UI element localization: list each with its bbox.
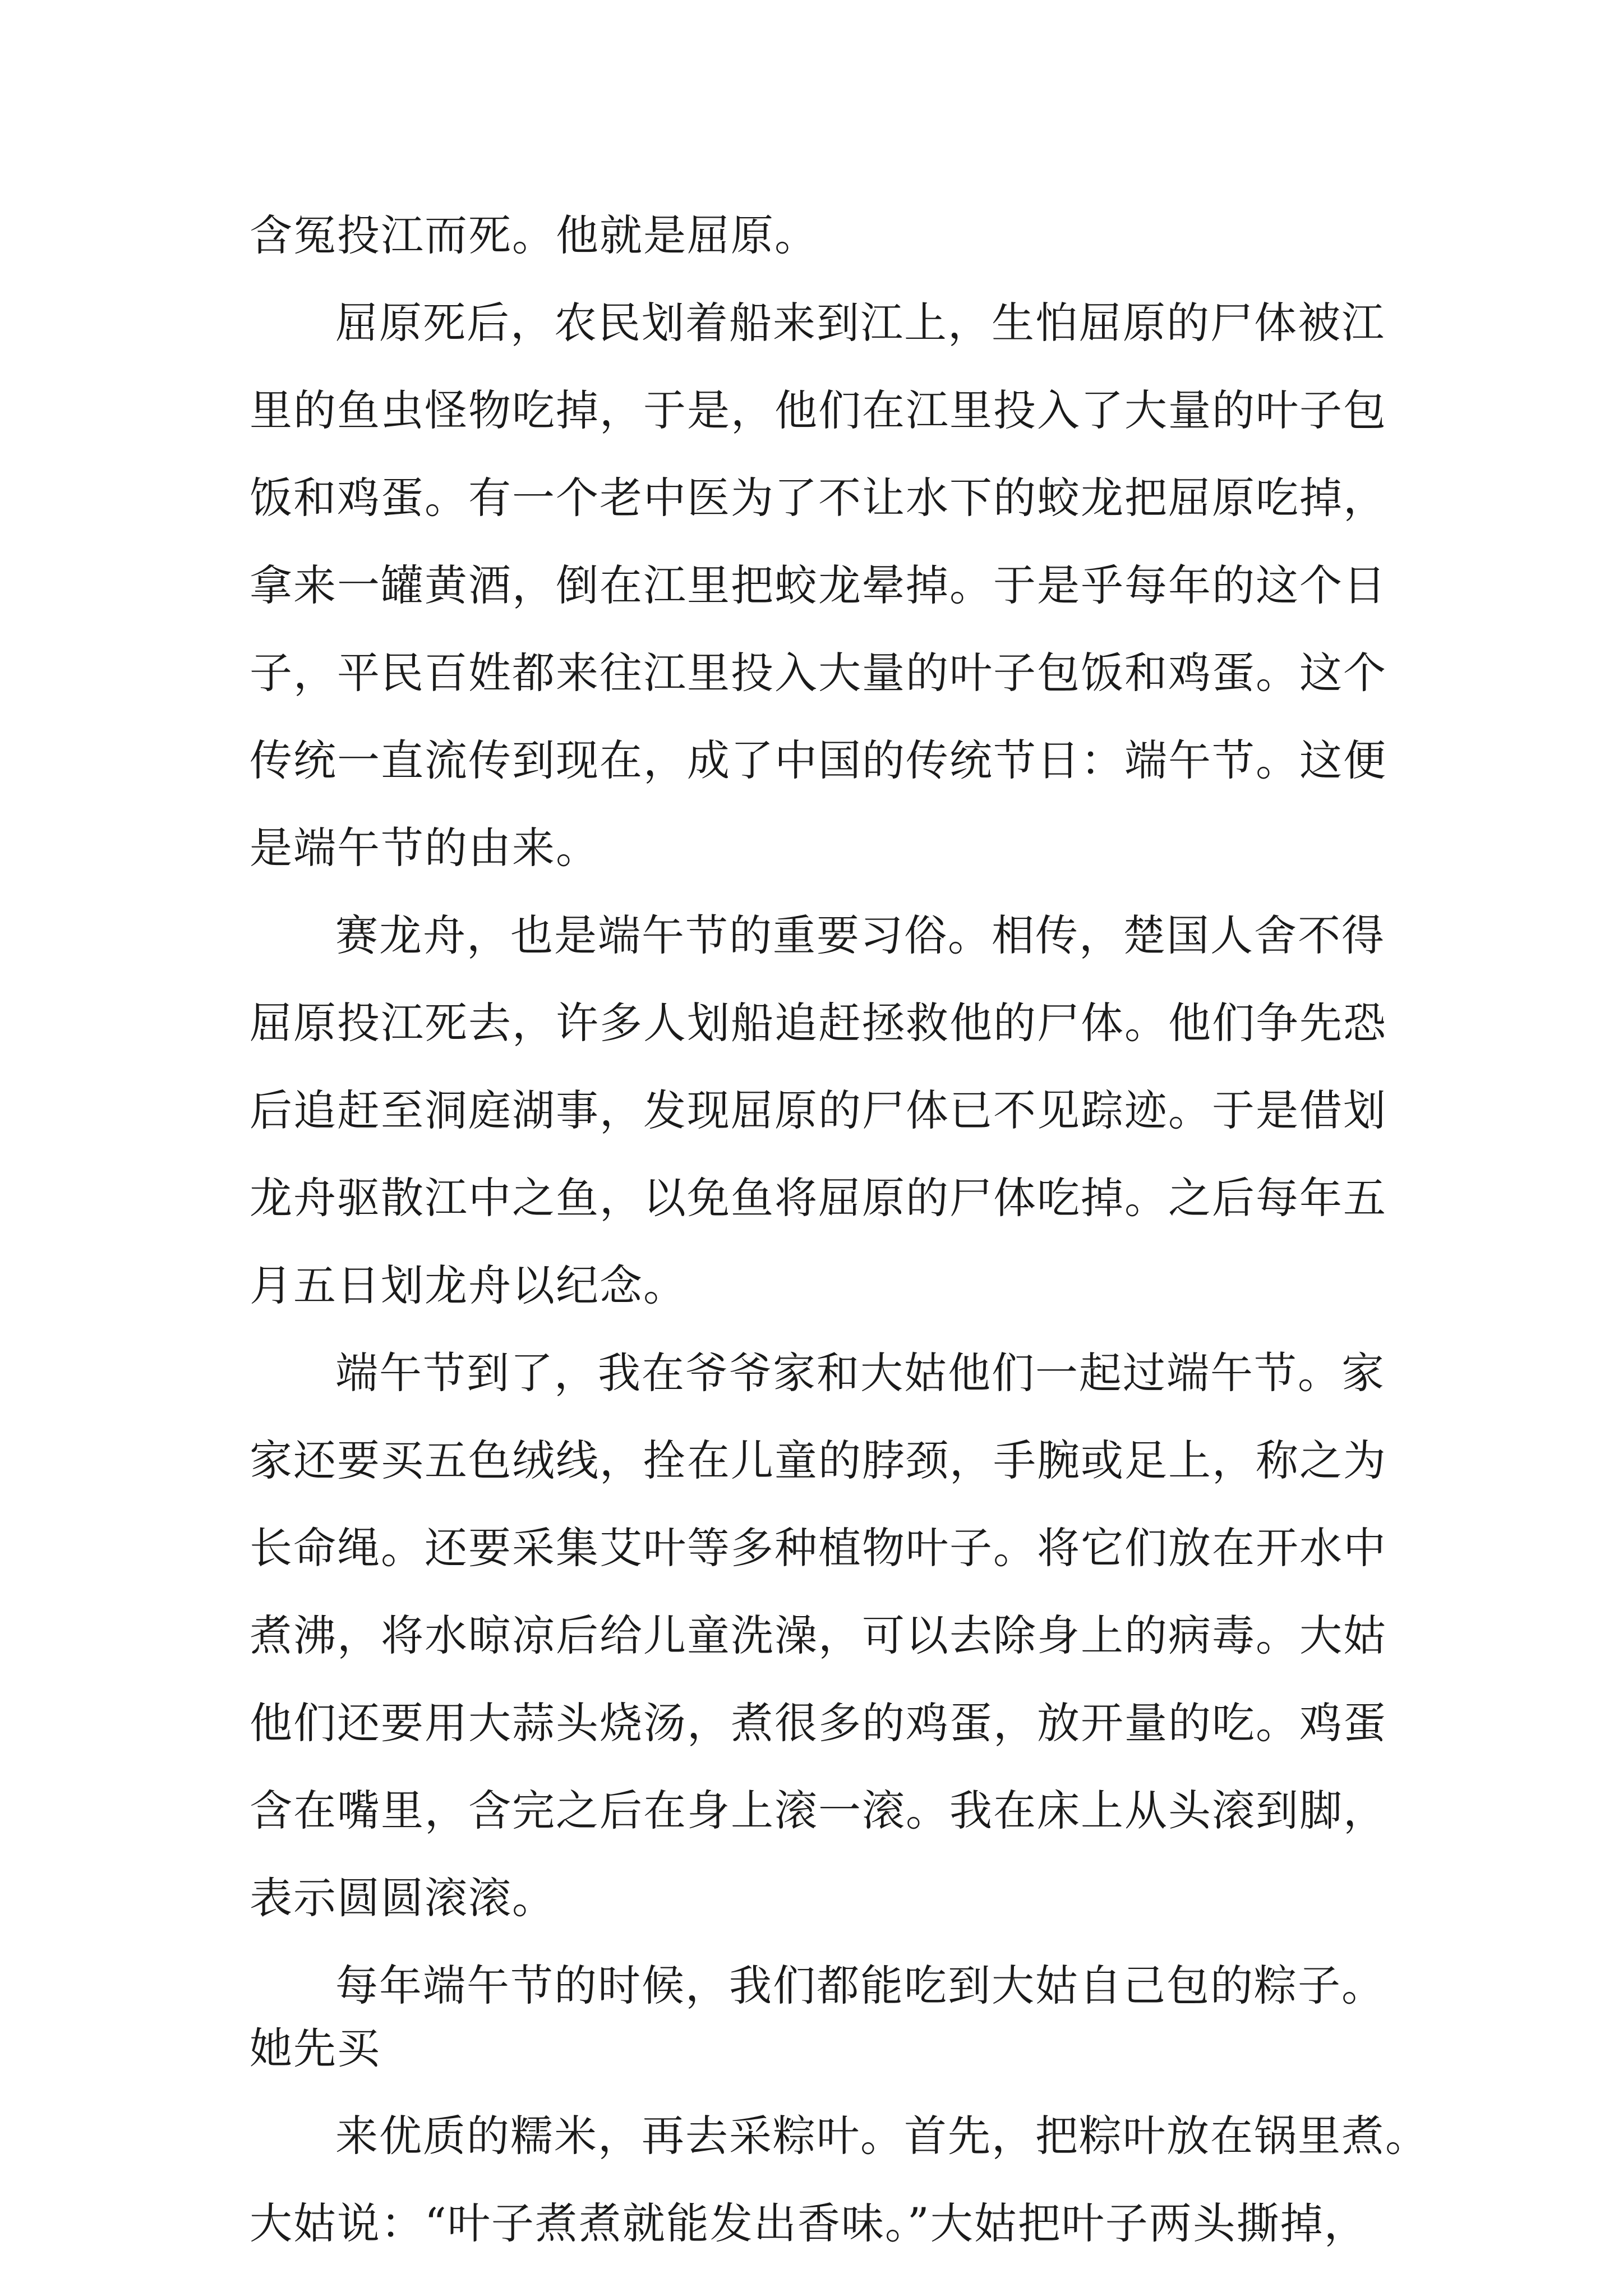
text-line: 饭和鸡蛋。有一个老中医为了不让水下的蛟龙把屈原吃掉， [250, 473, 1387, 523]
text-line: 她先买 [250, 2023, 381, 2073]
text-line: 他们还要用大蒜头烧汤，煮很多的鸡蛋，放开量的吃。鸡蛋 [250, 1698, 1387, 1748]
text-line: 煮沸，将水晾凉后给儿童洗澡，可以去除身上的病毒。大姑 [250, 1611, 1387, 1660]
text-line: 是端午节的由来。 [250, 823, 600, 873]
text-line: 含在嘴里，含完之后在身上滚一滚。我在床上从头滚到脚， [250, 1786, 1387, 1835]
text-line: 每年端午节的时候，我们都能吃到大姑自己包的粽子。 [335, 1961, 1385, 2010]
text-line: 表示圆圆滚滚。 [250, 1873, 556, 1923]
text-line: 子，平民百姓都来往江里投入大量的叶子包饭和鸡蛋。这个 [250, 648, 1387, 698]
text-line: 屈原投江死去，许多人划船追赶拯救他的尸体。他们争先恐 [250, 998, 1387, 1048]
text-line: 含冤投江而死。他就是屈原。 [250, 210, 818, 260]
text-line: 来优质的糯米，再去采粽叶。首先，把粽叶放在锅里煮。 [335, 2111, 1429, 2161]
text-line: 里的鱼虫怪物吃掉，于是，他们在江里投入了大量的叶子包 [250, 385, 1387, 435]
text-line: 传统一直流传到现在，成了中国的传统节日：端午节。这便 [250, 735, 1387, 785]
text-line: 屈原死后，农民划着船来到江上，生怕屈原的尸体被江 [335, 298, 1385, 348]
text-line: 月五日划龙舟以纪念。 [250, 1260, 687, 1310]
text-line: 大姑说：“叶子煮煮就能发出香味。”大姑把叶子两头撕掉， [250, 2198, 1368, 2248]
text-line: 后追赶至洞庭湖事，发现屈原的尸体已不见踪迹。于是借划 [250, 1085, 1387, 1135]
text-line: 长命绳。还要采集艾叶等多种植物叶子。将它们放在开水中 [250, 1523, 1387, 1573]
text-line: 端午节到了，我在爷爷家和大姑他们一起过端午节。家 [335, 1348, 1385, 1398]
text-line: 拿来一罐黄酒，倒在江里把蛟龙晕掉。于是乎每年的这个日 [250, 560, 1387, 610]
text-line: 龙舟驱散江中之鱼，以免鱼将屈原的尸体吃掉。之后每年五 [250, 1173, 1387, 1223]
text-line: 赛龙舟，也是端午节的重要习俗。相传，楚国人舍不得 [335, 910, 1385, 960]
text-line: 家还要买五色绒线，拴在儿童的脖颈，手腕或足上，称之为 [250, 1435, 1387, 1485]
